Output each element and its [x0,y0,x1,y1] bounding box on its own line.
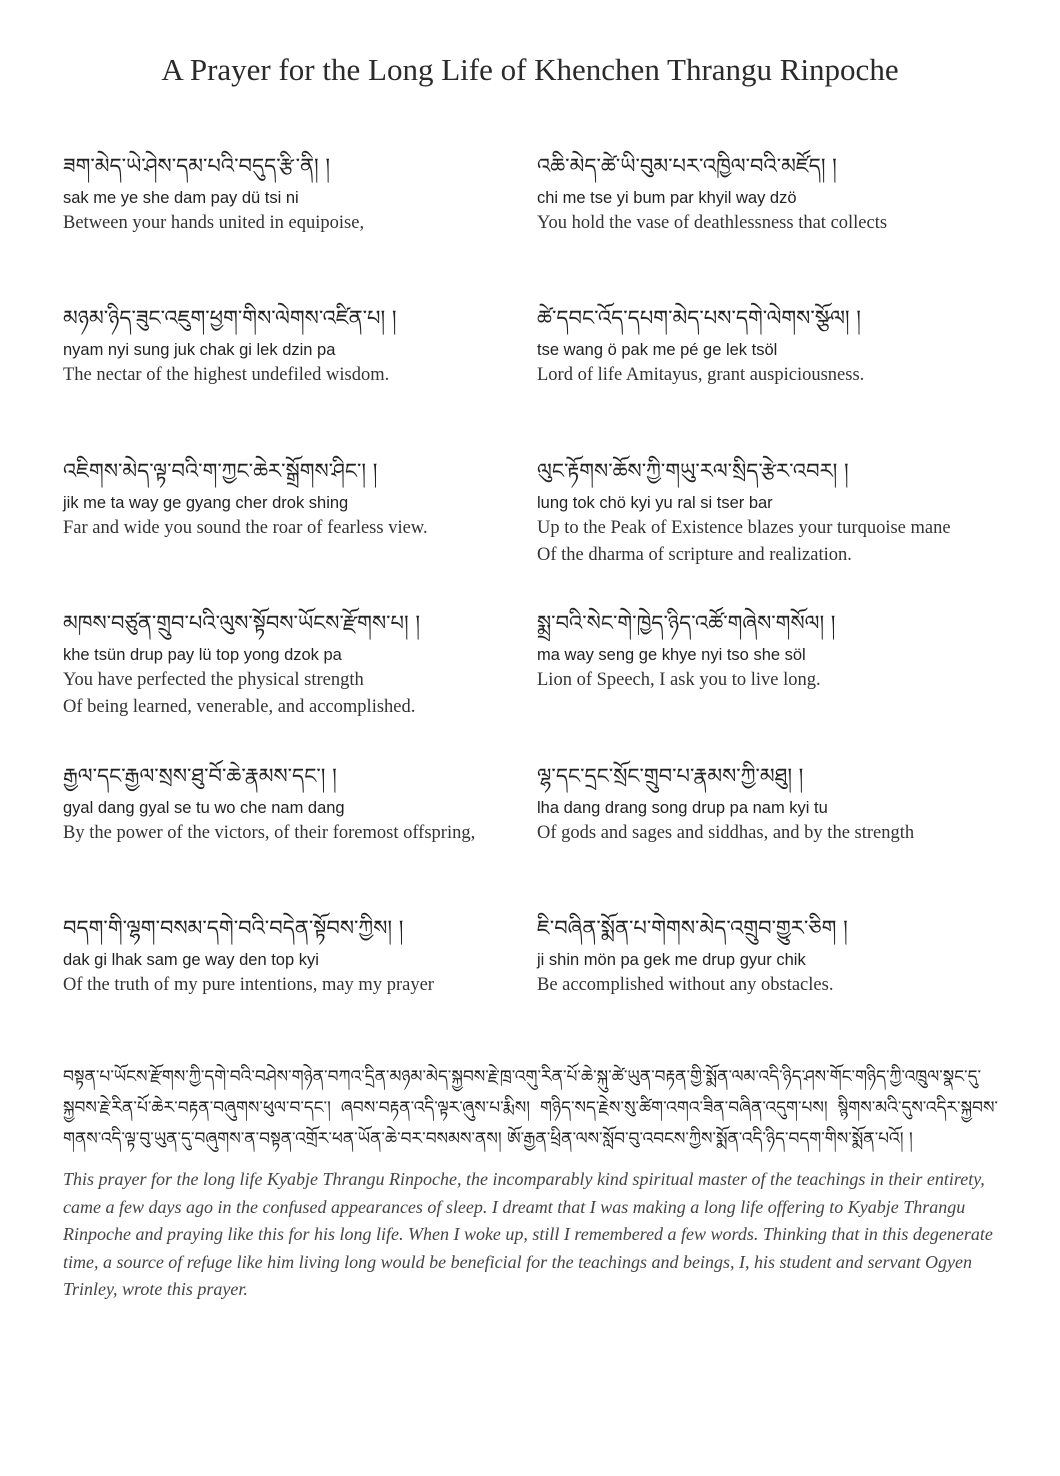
english-line: Be accomplished without any obstacles. [537,975,834,995]
phonetic-line: nyam nyi sung juk chak gi lek dzin pa [63,341,336,359]
tibetan-line: ཇི་བཞིན་སྨོན་པ་གེགས་མེད་འགྲུབ་གྱུར་ཅིག ། [537,916,848,940]
colophon-english: This prayer for the long life Kyabje Thrangu Rinpoche, the incomparably kind spiritual master of the teachings in their entirety, came a few days ago in the confused appearances of sleep. I dreamt that I was making a long life offering to Kyabje Thrangu Rinpoche and praying like this for his long life. When I woke up, still I remembered a few words. Thinking that in this degenerate time, a source of refuge like him living long would be beneficial for the teachings and beings, I, his student and servant Ogyen Trinley, wrote this prayer. [63,1169,993,1299]
english-line: Of the dharma of scripture and realization. [537,545,852,565]
english-line: Up to the Peak of Existence blazes your turquoise mane [537,518,951,538]
tibetan-line: སྨྲ་བའི་སེང་གེ་ཁྱེད་ཉིད་འཚོ་གཞེས་གསོལ། ། [537,611,836,635]
tibetan-line: ལུང་རྟོགས་ཆོས་ཀྱི་གཡུ་རལ་སྲིད་རྩེར་འབར། ། [537,459,849,483]
verse-right-1 [537,150,997,237]
verse-right-5 [537,760,997,847]
english-line: You hold the vase of deathlessness that collects [537,213,888,233]
tibetan-line: མཉམ་ཉིད་ཟུང་འཇུག་ཕྱག་གིས་ལེགས་འཛིན་པ། ། [63,306,397,330]
phonetic-line: lung tok chö kyi yu ral si tser bar [537,494,773,512]
english-line: By the power of the victors, of their foremost offspring, [63,823,476,843]
verse-left-4 [63,607,523,721]
english-line: Of the truth of my pure intentions, may my prayer [63,975,434,995]
phonetic-line: tse wang ö pak me pé ge lek tsöl [537,341,778,359]
verse-right-2 [537,302,997,389]
verse-left-3 [63,455,523,542]
phonetic-line: sak me ye she dam pay dü tsi ni [63,189,299,207]
verse-left-5 [63,760,523,847]
tibetan-line: རྒྱལ་དང་རྒྱལ་སྲས་ཐུ་བོ་ཆེ་རྣམས་དང་། ། [63,764,337,788]
verse-right-4 [537,607,997,694]
tibetan-line: འཆི་མེད་ཚེ་ཡི་བུམ་པར་འཁྱིལ་བའི་མཛོད། ། [537,154,837,178]
phonetic-line: khe tsün drup pay lü top yong dzok pa [63,646,342,664]
english-line: Far and wide you sound the roar of fearless view. [63,518,428,538]
phonetic-line: gyal dang gyal se tu wo che nam dang [63,799,345,817]
english-line: Lord of life Amitayus, grant auspiciousness. [537,365,865,385]
tibetan-line: མཁས་བཙུན་གྲུབ་པའི་ལུས་སྟོབས་ཡོངས་རྫོགས་པ། ། [63,611,420,635]
phonetic-line: jik me ta way ge gyang cher drok shing [63,494,349,512]
tibetan-line: ཟག་མེད་ཡེ་ཤེས་དམ་པའི་བདུད་རྩི་ནི། ། [63,154,331,178]
phonetic-line: ji shin mön pa gek me drup gyur chik [537,951,806,969]
verse-left-2 [63,302,523,389]
english-line: Lion of Speech, I ask you to live long. [537,670,821,690]
phonetic-line: ma way seng ge khye nyi tso she söl [537,646,806,664]
verse-left-6 [63,912,523,999]
verse-right-6 [537,912,997,999]
phonetic-line: dak gi lhak sam ge way den top kyi [63,951,319,969]
page-title: A Prayer for the Long Life of Khenchen Thrangu Rinpoche [161,52,899,87]
english-line: You have perfected the physical strength [63,670,364,690]
verse-left-1 [63,150,523,237]
english-line: Of being learned, venerable, and accomplished. [63,697,416,717]
tibetan-line: འཇིགས་མེད་ལྟ་བའི་ག་ཀྱང་ཆེར་སྒྲོགས་ཤིང་། ། [63,459,378,483]
colophon-tibetan: བསྟན་པ་ཡོངས་རྫོགས་ཀྱི་དགེ་བའི་བཤེས་གཉེན་བཀའ་དྲིན་མཉམ་མེད་སྐྱབས་རྗེ་ཁྲ་འགུ་རིན་པོ་ཆེ་སྐུ་ཚེ་ཡུན་བརྟན་གྱི་སྨོན་ལམ་འདི་ཉིད་ཤས་གོང་གཉིད་ཀྱི་འཁྲུལ་སྣང་དུ་སྐྱབས་རྗེ་རིན་པོ་ཆེར་བརྟན་བཞུགས་ཕུལ་བ་དང་། ཞབས་བརྟན་འདི་ལྟར་ཞུས་པ་རྨིས། གཉིད་སད་རྗེས་སུ་ཚིག་འགའ་ཟིན་བཞིན་འདུག་པས། སྙིགས་མའི་དུས་འདིར་སྐྱབས་གནས་འདི་ལྟ་བུ་ཡུན་དུ་བཞུགས་ན་བསྟན་འགྲོར་ཕན་ཡོན་ཆེ་བར་བསམས་ནས། ཨོ་རྒྱན་ཕྲིན་ལས་སློབ་བུ་འབངས་ཀྱིས་སྨོན་འདི་ཉིད་བདག་གིས་སྨོན་པའོ། ། [63,1067,998,1149]
english-line: The nectar of the highest undefiled wisdom. [63,365,390,385]
tibetan-line: བདག་གི་ལྷག་བསམ་དགེ་བའི་བདེན་སྟོབས་ཀྱིས། ། [63,916,404,940]
verse-right-3 [537,455,997,569]
english-line: Between your hands united in equipoise, [63,213,365,233]
phonetic-line: lha dang drang song drup pa nam kyi tu [537,799,828,817]
phonetic-line: chi me tse yi bum par khyil way dzö [537,189,797,207]
english-line: Of gods and sages and siddhas, and by the strength [537,823,915,843]
tibetan-line: ཚེ་དབང་འོད་དཔག་མེད་པས་དགེ་ལེགས་སྩོལ། ། [537,306,861,330]
tibetan-line: ལྷ་དང་དྲང་སྲོང་གྲུབ་པ་རྣམས་ཀྱི་མཐུ། ། [537,764,804,788]
